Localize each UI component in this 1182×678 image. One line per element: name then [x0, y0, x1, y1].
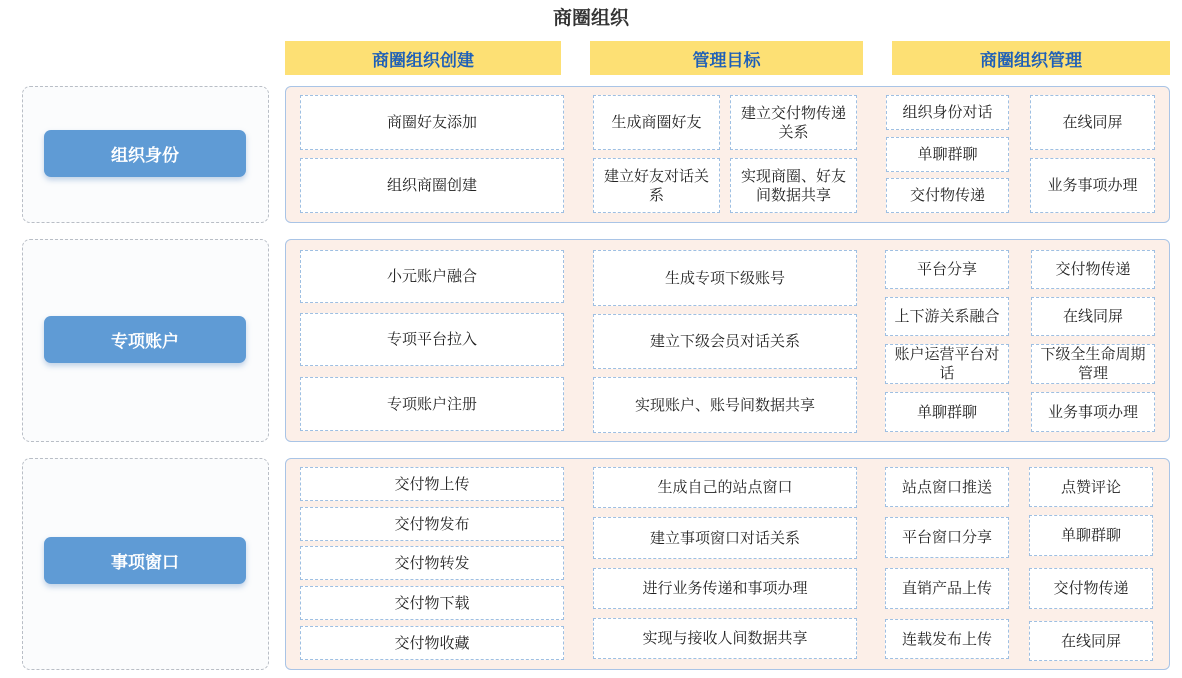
goal-cell[interactable]: 建立交付物传递关系 [730, 95, 857, 150]
goal-cell[interactable]: 实现与接收人间数据共享 [593, 618, 857, 659]
manage-cell[interactable]: 账户运营平台对话 [885, 344, 1009, 384]
goal-cell[interactable]: 进行业务传递和事项办理 [593, 568, 857, 609]
manage-cell[interactable]: 平台分享 [885, 250, 1009, 289]
goal-cell[interactable]: 建立好友对话关系 [593, 158, 720, 213]
row-label-org-identity[interactable]: 组织身份 [44, 130, 246, 177]
item-cell[interactable]: 专项账户注册 [300, 377, 564, 431]
item-cell[interactable]: 商圈好友添加 [300, 95, 564, 150]
header-goal: 管理目标 [590, 41, 863, 75]
header-manage: 商圈组织管理 [892, 41, 1170, 75]
goal-cell[interactable]: 实现账户、账号间数据共享 [593, 377, 857, 433]
item-cell[interactable]: 交付物发布 [300, 507, 564, 541]
goal-cell[interactable]: 生成专项下级账号 [593, 250, 857, 306]
manage-cell[interactable]: 单聊群聊 [886, 137, 1009, 172]
goal-cell[interactable]: 实现商圈、好友间数据共享 [730, 158, 857, 213]
goal-cell[interactable]: 建立下级会员对话关系 [593, 314, 857, 369]
manage-cell[interactable]: 下级全生命周期管理 [1031, 344, 1155, 384]
item-cell[interactable]: 交付物收藏 [300, 626, 564, 660]
goal-cell[interactable]: 生成自己的站点窗口 [593, 467, 857, 508]
manage-cell[interactable]: 在线同屏 [1031, 297, 1155, 336]
manage-cell[interactable]: 交付物传递 [1031, 250, 1155, 289]
page-title: 商圈组织 [552, 7, 629, 29]
item-cell[interactable]: 交付物下载 [300, 586, 564, 620]
manage-cell[interactable]: 单聊群聊 [1029, 515, 1153, 556]
item-cell[interactable]: 交付物上传 [300, 467, 564, 501]
header-create: 商圈组织创建 [285, 41, 561, 75]
manage-cell[interactable]: 交付物传递 [886, 178, 1009, 213]
manage-cell[interactable]: 在线同屏 [1030, 95, 1155, 150]
manage-cell[interactable]: 点赞评论 [1029, 467, 1153, 507]
item-cell[interactable]: 交付物转发 [300, 546, 564, 580]
goal-cell[interactable]: 生成商圈好友 [593, 95, 720, 150]
manage-cell[interactable]: 单聊群聊 [885, 392, 1009, 432]
manage-cell[interactable]: 组织身份对话 [886, 95, 1009, 130]
row-label-special-account[interactable]: 专项账户 [44, 316, 246, 363]
row-label-item-window[interactable]: 事项窗口 [44, 537, 246, 584]
manage-cell[interactable]: 业务事项办理 [1030, 158, 1155, 213]
manage-cell[interactable]: 交付物传递 [1029, 568, 1153, 609]
manage-cell[interactable]: 上下游关系融合 [885, 297, 1009, 336]
manage-cell[interactable]: 站点窗口推送 [885, 467, 1009, 507]
goal-cell[interactable]: 建立事项窗口对话关系 [593, 517, 857, 559]
manage-cell[interactable]: 业务事项办理 [1031, 392, 1155, 432]
item-cell[interactable]: 小元账户融合 [300, 250, 564, 303]
item-cell[interactable]: 专项平台拉入 [300, 313, 564, 366]
manage-cell[interactable]: 连载发布上传 [885, 619, 1009, 659]
item-cell[interactable]: 组织商圈创建 [300, 158, 564, 213]
manage-cell[interactable]: 直销产品上传 [885, 568, 1009, 609]
manage-cell[interactable]: 在线同屏 [1029, 621, 1153, 661]
manage-cell[interactable]: 平台窗口分享 [885, 517, 1009, 558]
